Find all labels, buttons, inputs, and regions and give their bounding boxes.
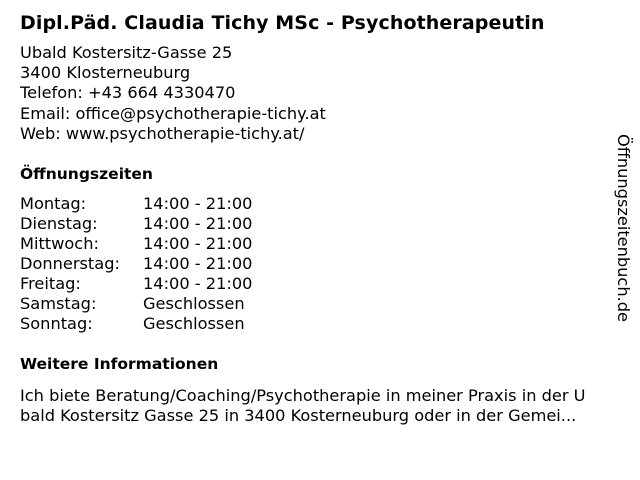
hours-row (20, 194, 252, 214)
brand-watermark: Öffnungszeitenbuch.de (614, 134, 633, 322)
hours-time: Geschlossen (143, 294, 245, 313)
hours-time: 14:00 - 21:00 (143, 214, 253, 233)
hours-time: Geschlossen (143, 314, 245, 333)
hours-day: Dienstag: (20, 214, 98, 233)
hours-row (20, 274, 252, 294)
hours-time: 14:00 - 21:00 (143, 194, 253, 213)
hours-row (20, 234, 252, 254)
opening-hours-heading: Öffnungszeiten (20, 165, 153, 183)
email-text: Email: office@psychotherapie-tichy.at (20, 103, 326, 123)
hours-day: Donnerstag: (20, 254, 120, 273)
hours-day: Mittwoch: (20, 234, 99, 253)
hours-day: Sonntag: (20, 314, 93, 333)
hours-day: Samstag: (20, 294, 97, 313)
address-block (20, 43, 326, 144)
hours-row (20, 254, 252, 274)
hours-day: Freitag: (20, 274, 81, 293)
more-info-line: Ich biete Beratung/Coaching/Psychotherapie in meiner Praxis in der U (20, 386, 586, 405)
hours-row (20, 314, 252, 334)
hours-time: 14:00 - 21:00 (143, 274, 253, 293)
web-text: Web: www.psychotherapie-tichy.at/ (20, 123, 305, 143)
hours-day: Montag: (20, 194, 87, 213)
more-info-line: bald Kostersitz Gasse 25 in 3400 Kosterneuburg oder in der Gemei... (20, 406, 577, 425)
hours-row (20, 214, 252, 234)
more-info-heading: Weitere Informationen (20, 355, 219, 373)
phone-text: Telefon: +43 664 4330470 (20, 83, 236, 103)
hours-time: 14:00 - 21:00 (143, 234, 253, 253)
more-info-text (20, 386, 632, 426)
address-city: 3400 Klosterneuburg (20, 63, 191, 83)
opening-hours-table (20, 194, 252, 334)
page-title: Dipl.Päd. Claudia Tichy MSc - Psychotherapeutin (20, 12, 545, 34)
address-street: Ubald Kostersitz-Gasse 25 (20, 43, 233, 62)
hours-time: 14:00 - 21:00 (143, 254, 253, 273)
hours-row (20, 294, 252, 314)
